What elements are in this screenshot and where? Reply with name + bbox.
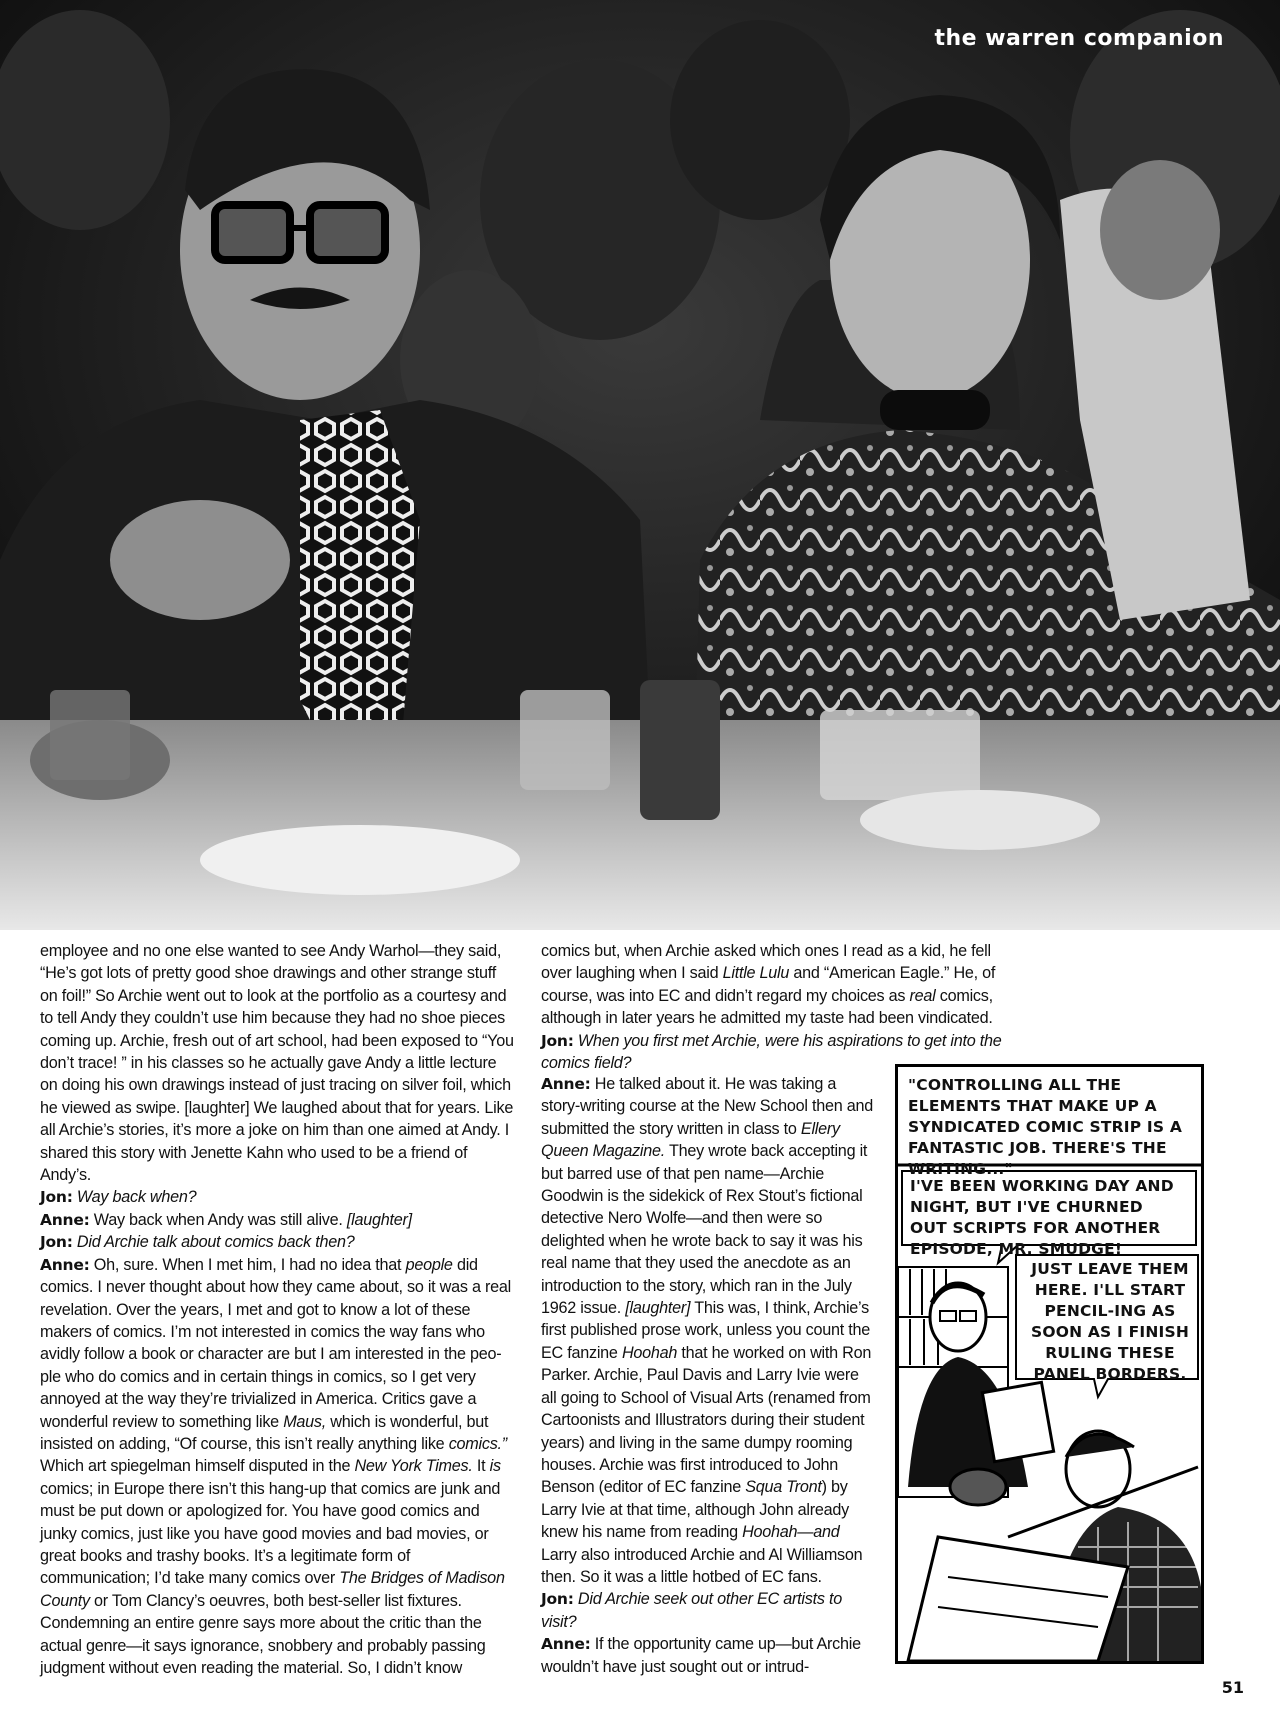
right-text-column-top (541, 940, 1021, 1074)
panel-caption: "CONTROLLING ALL THE ELEMENTS THAT MAKE UP A SYNDICATED COMIC STRIP IS A FANTASTIC JOB. THERE'S THE WRITING..." (908, 1076, 1183, 1178)
question: Jon: Way back when? (40, 1188, 197, 1207)
speech-balloon-writer: I'VE BEEN WORKING DAY AND NIGHT, BUT I'VE CHURNED OUT SCRIPTS FOR ANOTHER EPISODE, MR. SMUDGE! (910, 1177, 1174, 1258)
answer: Anne: If the opportunity came up—but Archie wouldn’t have just sought out or intrud- (541, 1635, 861, 1676)
speech-balloon-artist: JUST LEAVE THEM HERE. I'LL START PENCIL-ING AS SOON AS I FINISH RULING THESE PANEL BORDERS. (1030, 1260, 1190, 1383)
right-text-column-narrow (541, 1073, 877, 1678)
answer: Anne: Oh, sure. When I met him, I had no idea that people did comics. I never thought about how they came about, so it was a real revelation. Over the years, I met and got to know a lot of these makers of comics. I’m not interested in comics the way fans who avidly follow a book or character are but I am interested in the peo-ple who do comics and in certain things in comics, so I get very annoyed at the way they’re trivialized in America. Critics gave a wonderful review to something like Maus, which is wonderful, but insisted on adding, “Of course, this isn’t really anything like comics.” Which art spiegelman himself disputed in the New York Times. It is comics; in Europe there isn’t this hang-up that comics are junk and must be put down or apologized for. You have good comics and junky comics, just like you have good movies and bad movies, or great books and trashy books. It’s a legitimate form of communication; I’d take many comics over The Bridges of Madison County or Tom Clancy’s oeuvres, both best-seller list fixtures. Condemning an entire genre says more about the critic than the actual genre—it says ignorance, snobbery and probably passing judgment without even reading the material. So, I didn’t know (40, 1255, 511, 1677)
answer: Anne: He talked about it. He was taking a story-writing course at the New School then and submitted the story written in class to Ellery Queen Magazine. They wrote back accepting it but barred use of that pen name—Archie Goodwin is the sidekick of Rex Stout’s fictional detective Nero Wolfe—and then were so delighted when he wrote back to say it was his real name that they used the anecdote as an introduction to the story, which ran in the July 1962 issue. [laughter] This was, I think, Archie’s first published prose work, unless you count the EC fanzine Hoohah that he worked on with Ron Parker. Archie, Paul Davis and Larry Ivie were all going to School of Visual Arts (renamed from Cartoonists and Illustrators during their student years) and living in the same dumpy rooming houses. Archie was first introduced to John Benson (editor of EC fanzine Squa Tront) by Larry Ivie at that time, although John already knew his name from reading Hoohah—and Larry also introduced Archie and Al Williamson then. So it was a little hotbed of EC fans. (541, 1075, 873, 1586)
question: Jon: Did Archie seek out other EC artists to visit? (541, 1590, 842, 1631)
answer: Anne: Way back when Andy was still alive. [laughter] (40, 1210, 412, 1229)
question: Jon: When you first met Archie, were his aspirations to get into the comics field? (541, 1031, 1002, 1073)
running-head: the warren companion (934, 26, 1224, 51)
page-number: 51 (1221, 1678, 1244, 1697)
comic-panel (895, 1064, 1204, 1664)
paragraph: employee and no one else wanted to see Andy Warhol—they said, “He’s got lots of pretty good shoe drawings and other strange stuff on foil!” So Archie went out to look at the portfolio as a courtesy and to tell Andy they couldn’t use him because they had no shoe pieces coming up. Archie, fresh out of art school, had been exposed to “You don’t trace! ” in his classes so he actually gave Andy a little lecture on doing his own drawings instead of just tracing on silver foil, which he viewed as swipe. [laughter] We laughed about that for years. Like all Archie’s stories, it’s more a joke on him than one aimed at Andy. I shared this story with Jenette Kahn who used to be a friend of Andy’s. (40, 942, 514, 1185)
left-text-column (40, 940, 516, 1679)
paragraph: comics but, when Archie asked which ones I read as a kid, he fell over laughing when I said Little Lulu and “American Eagle.” He, of course, was into EC and didn’t regard my choices as real comics, although in later years he admitted my taste had been vindicated. (541, 942, 996, 1028)
question: Jon: Did Archie talk about comics back then? (40, 1233, 355, 1252)
